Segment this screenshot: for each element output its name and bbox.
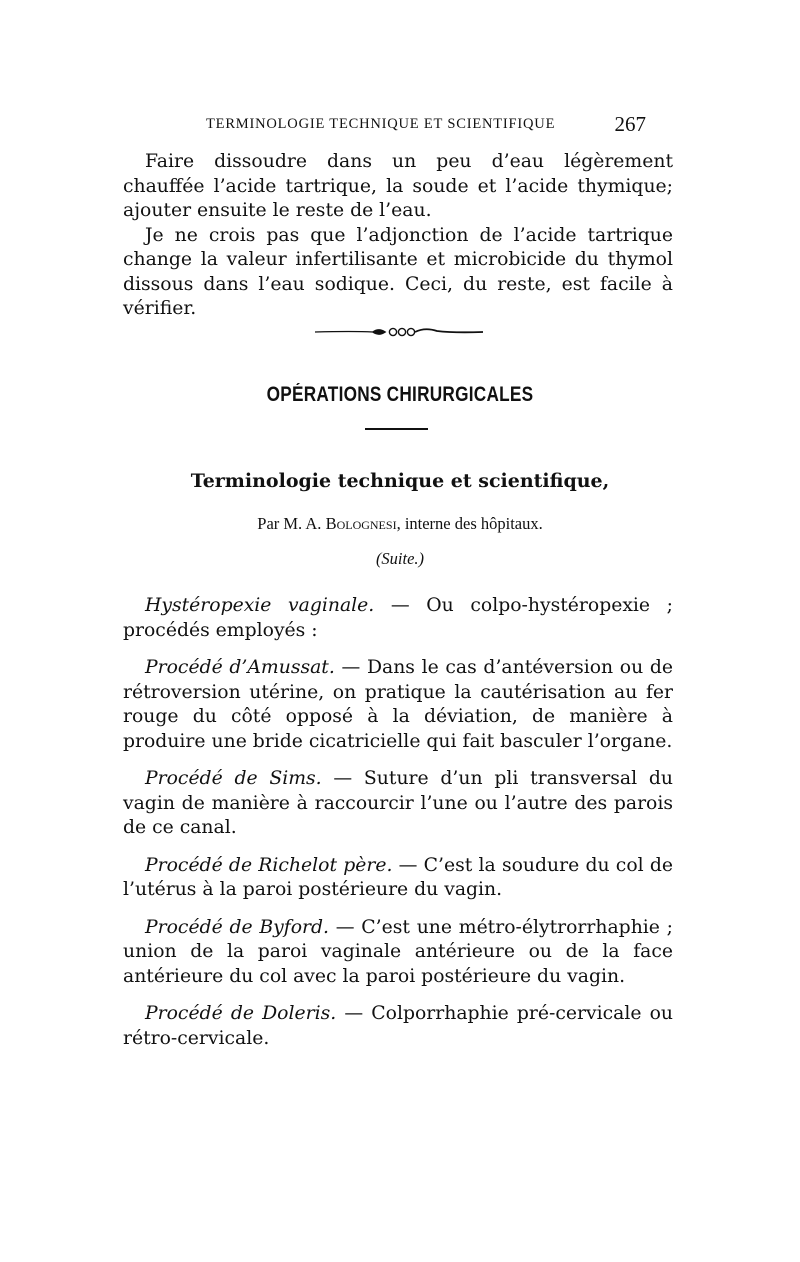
article-subtitle: Terminologie technique et scientifique, (190, 470, 610, 492)
author-line (0, 514, 800, 534)
entry-paragraph (123, 854, 673, 903)
entry-term: Procédé de Doleris. (145, 1003, 337, 1024)
entry-text: — Ou colpo-hystéropexie ; procédés employés : (123, 595, 673, 641)
author-suffix: , interne des hôpitaux. (396, 514, 543, 533)
intro-paragraph-2: Je ne crois pas que l’adjonction de l’acide tartrique change la valeur infertilisante et microbicide du thymol dissous dans l’eau sodique. Ceci, du reste, est facile à vérifier. (123, 224, 673, 319)
entry-text: — C’est une métro-élytrorrhaphie ; union de la paroi vaginale antérieure ou de la face antérieure du col avec la paroi postérieure du vagin. (123, 916, 674, 987)
entry-term: Procédé de Byford. (145, 916, 329, 938)
entry-paragraph (123, 767, 673, 841)
entry-text: — Suture d’un pli transversal du vagin de manière à raccourcir l’une ou l’autre des parois de ce canal. (123, 768, 674, 838)
entry-term: Procédé de Richelot père. (145, 854, 393, 876)
entry-paragraph (123, 1002, 673, 1051)
running-title: TERMINOLOGIE TECHNIQUE ET SCIENTIFIQUE (206, 116, 556, 132)
entry-term: Hystéropexie vaginale. (145, 595, 375, 616)
entry-paragraph (123, 656, 673, 754)
title-rule (365, 428, 428, 430)
entry-text: — Dans le cas d’antéversion ou de rétroversion utérine, on pratique la cautérisation au fer rouge du côté opposé à la déviation, de manière à produire une bride cicatricielle qui fait basculer l’organe. (123, 657, 673, 752)
intro-paragraph-1: Faire dissoudre dans un peu d’eau légèrement chauffée l’acide tartrique, la soude et l’acide thymique; ajouter ensuite le reste de l’eau. (123, 151, 673, 221)
continuation-note: (Suite.) (375, 549, 425, 568)
entries-text (123, 594, 673, 1051)
entry-text: — C’est la soudure du col de l’utérus à la paroi postérieure du vagin. (123, 854, 673, 900)
intro-text (123, 150, 673, 322)
author-name: Bolognesi (325, 514, 397, 533)
entry-term: Procédé de Sims. (145, 768, 322, 789)
entry-paragraph (123, 594, 673, 643)
running-header (206, 112, 646, 136)
author-prefix: Par M. A. (257, 514, 322, 533)
entry-term: Procédé d’Amussat. (145, 657, 335, 678)
page-number: 267 (614, 112, 646, 136)
entry-text: — Colporrhaphie pré-cervicale ou rétro-cervicale. (123, 1003, 673, 1049)
entry-paragraph (123, 916, 673, 990)
section-title: OPÉRATIONS CHIRURGICALES (266, 383, 534, 406)
ornament-divider (313, 322, 485, 342)
